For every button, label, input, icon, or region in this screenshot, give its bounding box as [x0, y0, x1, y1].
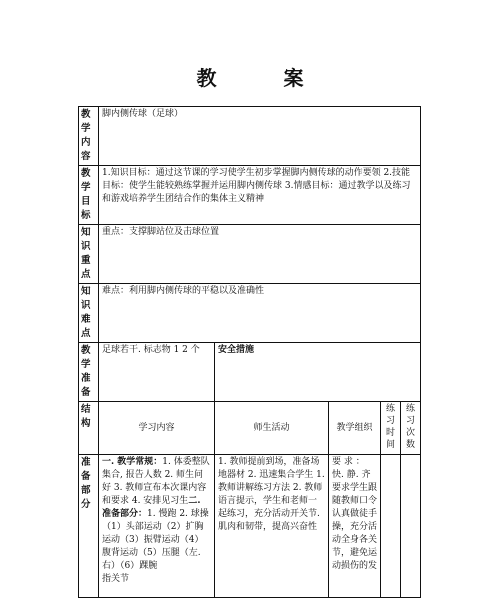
- difficulties-text: 难点：利用脚内侧传球的平稳以及准确性: [99, 284, 421, 343]
- row-preparation-section: [79, 455, 421, 598]
- objectives-label: 教学目标: [79, 166, 99, 225]
- warmup-text: 1. 慢跑 2. 球操（1）头部运动（2）扩胸运动（3）振臂运动（4）腹背运动（5）压腿（左. 右）（6）踝腕: [102, 509, 209, 571]
- routine-heading: 一. 教学常规：: [102, 457, 163, 467]
- row-key-points: [79, 225, 421, 284]
- warmup-text-tail: 指关节: [102, 574, 130, 584]
- header-learning-content: 学习内容: [99, 402, 215, 455]
- lesson-plan-table: [78, 106, 421, 598]
- difficulties-label: 知识难点: [79, 284, 99, 343]
- content-label: 教学内容: [79, 107, 99, 166]
- warmup-heading: 二. 准备部分：: [102, 496, 201, 519]
- safety-measures-label: 安全措施: [215, 343, 421, 402]
- row-objectives: [79, 166, 421, 225]
- key-points-label: 知识重点: [79, 225, 99, 284]
- header-teaching-organization: 教学组织: [329, 402, 381, 455]
- row-preparation: [79, 343, 421, 402]
- header-practice-count: 练习次数: [401, 402, 421, 455]
- key-points-text: 重点：支撑脚站位及击球位置: [99, 225, 421, 284]
- row-difficulties: [79, 284, 421, 343]
- prep-practice-count: [401, 455, 421, 598]
- prep-learning-content-clip: [102, 456, 211, 596]
- header-teacher-student-activity: 师生活动: [215, 402, 329, 455]
- prep-teacher-activity-clip: 1. 教师提前到场，准备场地器材 2. 迅速集合学生 1. 教师讲解练习方法 2. 教师语言提示，学生和老师一起练习，充分活动开关节. 肌肉和韧带，提高兴奋性: [218, 457, 325, 532]
- structure-label: 结构: [79, 402, 99, 455]
- prep-organization-clip: 要 求 ： 快. 静. 齐 要求学生跟随教师口令认真做徒手操，充分活动全身各关节，避免运动损伤的发: [332, 457, 377, 571]
- preparation-text: 足球若干. 标志物 1 2 个: [99, 343, 215, 402]
- header-practice-time: 练习时间: [381, 402, 401, 455]
- prep-teacher-activity: [215, 455, 329, 598]
- objectives-text: 1.知识目标：通过这节课的学习使学生初步掌握脚内侧传球的动作要领 2.技能目标：使学生能较熟练掌握并运用脚内侧传球 3.情感目标：通过教学以及练习和游戏培养学生团结合作的集体主义精神: [99, 166, 421, 225]
- page-title: 教 案: [196, 66, 334, 90]
- content-text: 脚内侧传球（足球）: [99, 107, 421, 166]
- row-structure-header: [79, 402, 421, 455]
- preparation-label: 教学准备: [79, 343, 99, 402]
- prep-practice-time: [381, 455, 401, 598]
- prep-section-label: 准备部分: [79, 455, 99, 598]
- prep-organization: [329, 455, 381, 598]
- prep-learning-content: [99, 455, 215, 598]
- routine-text: 1. 体委整队集合, 报告人数 2. 师生问好 3. 教师宣布本次课内容和要求 4. 安排见习生: [102, 457, 210, 506]
- row-content: [79, 107, 421, 166]
